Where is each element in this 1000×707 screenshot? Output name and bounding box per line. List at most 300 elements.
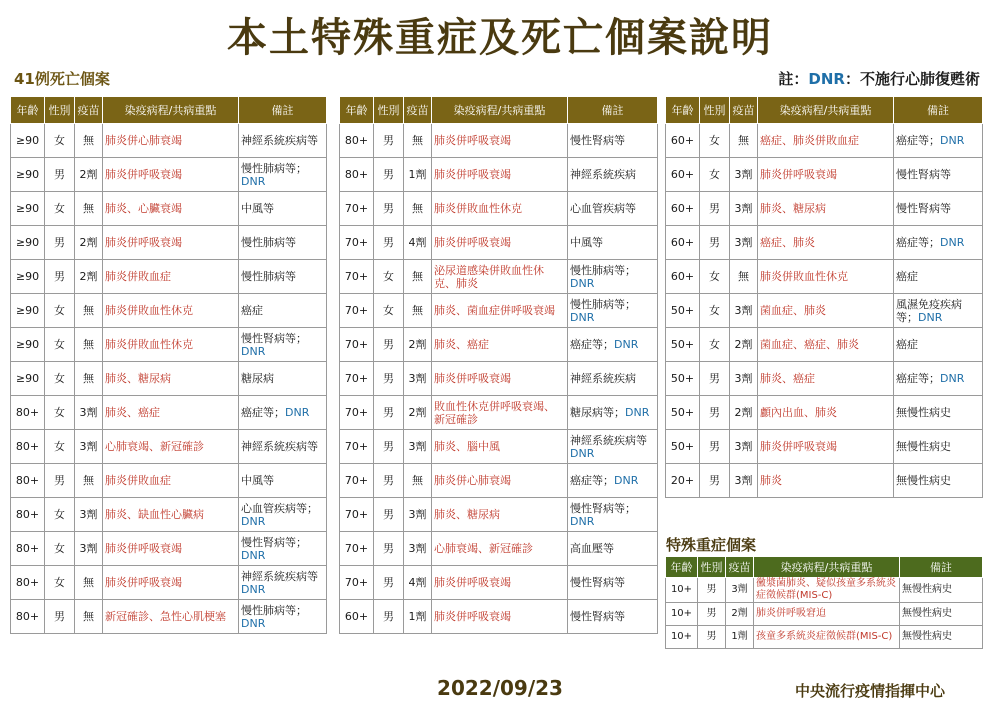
- sex-cell: 男: [374, 328, 404, 362]
- course-cell: 肺炎、癌症: [758, 362, 894, 396]
- vaccine-cell: 2劑: [75, 260, 103, 294]
- age-cell: 70+: [340, 430, 374, 464]
- dnr-mark: DNR: [940, 134, 965, 147]
- course-cell: 肺炎併呼吸衰竭: [432, 226, 568, 260]
- note-cell: [239, 192, 327, 226]
- header-vaccine: 疫苗: [75, 97, 103, 124]
- table-row: [340, 260, 658, 294]
- sex-cell: 男: [45, 158, 75, 192]
- vaccine-cell: 3劑: [404, 430, 432, 464]
- note-text: 癌症等；: [896, 134, 940, 147]
- sex-cell: 女: [700, 158, 730, 192]
- table-row: [666, 626, 983, 649]
- sex-cell: 女: [45, 294, 75, 328]
- course-cell: 心肺衰竭、新冠確診: [432, 532, 568, 566]
- note-cell: [239, 464, 327, 498]
- organization-name: 中央流行疫情指揮中心: [794, 682, 945, 700]
- sex-cell: 男: [45, 260, 75, 294]
- header-course: 染疫病程/共病重點: [103, 97, 239, 124]
- age-cell: 70+: [340, 192, 374, 226]
- page-title: 本土特殊重症及死亡個案說明: [227, 15, 773, 61]
- note-cell: [894, 328, 983, 362]
- header-row: [666, 97, 983, 124]
- sex-cell: 男: [374, 124, 404, 158]
- note-text: 糖尿病: [241, 372, 274, 385]
- age-cell: 50+: [666, 430, 700, 464]
- note-text: 癌症等；: [241, 406, 285, 419]
- course-cell: 泌尿道感染併敗血性休克、肺炎: [432, 260, 568, 294]
- course-cell: 肺炎併敗血性休克: [103, 294, 239, 328]
- header-sex: 性別: [698, 557, 726, 578]
- table-row: [340, 566, 658, 600]
- table-row: [11, 566, 327, 600]
- table-row: [340, 430, 658, 464]
- dnr-legend: [778, 68, 980, 89]
- legend-prefix: 註：: [778, 70, 809, 88]
- course-cell: 肺炎、癌症: [103, 396, 239, 430]
- age-cell: 20+: [666, 464, 700, 498]
- course-cell: 肺炎併敗血性休克: [103, 328, 239, 362]
- course-cell: 肺炎併心肺衰竭: [432, 464, 568, 498]
- course-cell: 肺炎、心臟衰竭: [103, 192, 239, 226]
- report-date: 2022/09/23: [437, 676, 563, 700]
- vaccine-cell: 無: [75, 294, 103, 328]
- sex-cell: 男: [700, 396, 730, 430]
- dnr-mark: DNR: [614, 338, 639, 351]
- course-cell: 肺炎、菌血症併呼吸衰竭: [432, 294, 568, 328]
- note-text: 無慢性病史: [902, 584, 952, 595]
- table-row: [666, 578, 983, 603]
- vaccine-cell: 3劑: [75, 532, 103, 566]
- note-text: 慢性肺病等；: [241, 161, 307, 175]
- note-text: 心血管疾病等: [570, 202, 636, 215]
- note-cell: [894, 158, 983, 192]
- sex-cell: 女: [45, 532, 75, 566]
- age-cell: 50+: [666, 362, 700, 396]
- note-cell: [239, 532, 327, 566]
- course-cell: 孩童多系統炎症徵候群(MIS-C): [754, 626, 900, 649]
- course-cell: 心肺衰竭、新冠確診: [103, 430, 239, 464]
- dnr-mark: DNR: [570, 446, 595, 460]
- header-note: 備註: [568, 97, 658, 124]
- sex-cell: 男: [374, 532, 404, 566]
- vaccine-cell: 無: [75, 566, 103, 600]
- sex-cell: 男: [374, 498, 404, 532]
- course-cell: 肺炎併呼吸衰竭: [758, 430, 894, 464]
- note-text: 慢性肺病等: [241, 236, 296, 249]
- vaccine-cell: 2劑: [75, 226, 103, 260]
- note-text: 神經系統疾病等: [570, 433, 647, 447]
- table-row: [11, 328, 327, 362]
- age-cell: 70+: [340, 260, 374, 294]
- table-row: [11, 226, 327, 260]
- age-cell: 80+: [340, 124, 374, 158]
- course-cell: 黴漿菌肺炎、疑似孩童多系統炎症徵候群(MIS-C): [754, 578, 900, 603]
- legend-dnr: DNR: [808, 70, 845, 88]
- age-cell: 60+: [666, 226, 700, 260]
- note-text: 無慢性病史: [896, 406, 951, 419]
- dnr-mark: DNR: [570, 310, 595, 324]
- vaccine-cell: 無: [75, 362, 103, 396]
- note-text: 慢性肺病等；: [241, 603, 307, 617]
- note-cell: [239, 430, 327, 464]
- sex-cell: 女: [700, 260, 730, 294]
- death-cases-label: 41例死亡個案: [14, 70, 110, 88]
- note-cell: [239, 362, 327, 396]
- vaccine-cell: 無: [75, 600, 103, 634]
- vaccine-cell: 2劑: [404, 328, 432, 362]
- course-cell: 肺炎: [758, 464, 894, 498]
- dnr-mark: DNR: [241, 174, 266, 188]
- dnr-mark: DNR: [241, 344, 266, 358]
- death-table-2: [339, 96, 657, 634]
- note-cell: [568, 532, 658, 566]
- vaccine-cell: 無: [404, 260, 432, 294]
- age-cell: ≥90: [11, 294, 45, 328]
- age-cell: ≥90: [11, 124, 45, 158]
- course-cell: 肺炎併呼吸衰竭: [103, 532, 239, 566]
- note-cell: [239, 294, 327, 328]
- age-cell: 70+: [340, 498, 374, 532]
- sex-cell: 男: [700, 226, 730, 260]
- note-text: 慢性肺病等: [241, 270, 296, 283]
- age-cell: ≥90: [11, 260, 45, 294]
- age-cell: 10+: [666, 578, 698, 603]
- header-course: 染疫病程/共病重點: [758, 97, 894, 124]
- age-cell: 70+: [340, 532, 374, 566]
- note-cell: [894, 464, 983, 498]
- sex-cell: 男: [374, 600, 404, 634]
- vaccine-cell: 3劑: [730, 158, 758, 192]
- vaccine-cell: 無: [730, 124, 758, 158]
- age-cell: 70+: [340, 396, 374, 430]
- note-cell: [568, 226, 658, 260]
- course-cell: 肺炎、缺血性心臟病: [103, 498, 239, 532]
- vaccine-cell: 3劑: [404, 498, 432, 532]
- vaccine-cell: 2劑: [730, 328, 758, 362]
- table-row: [666, 464, 983, 498]
- table-row: [666, 603, 983, 626]
- course-cell: 肺炎併敗血症: [103, 260, 239, 294]
- note-cell: [568, 396, 658, 430]
- note-cell: [894, 396, 983, 430]
- sex-cell: 男: [700, 192, 730, 226]
- note-text: 癌症等；: [570, 474, 614, 487]
- table-row: [340, 532, 658, 566]
- sex-cell: 女: [700, 294, 730, 328]
- note-cell: [239, 396, 327, 430]
- age-cell: 60+: [666, 260, 700, 294]
- age-cell: ≥90: [11, 192, 45, 226]
- age-cell: 50+: [666, 328, 700, 362]
- table-row: [11, 430, 327, 464]
- course-cell: 顱內出血、肺炎: [758, 396, 894, 430]
- header-row: [11, 97, 327, 124]
- note-cell: [239, 328, 327, 362]
- vaccine-cell: 無: [404, 124, 432, 158]
- age-cell: 70+: [340, 328, 374, 362]
- note-text: 慢性肺病等；: [570, 263, 636, 277]
- sex-cell: 男: [698, 626, 726, 649]
- course-cell: 菌血症、肺炎: [758, 294, 894, 328]
- vaccine-cell: 1劑: [726, 626, 754, 649]
- age-cell: 70+: [340, 566, 374, 600]
- note-text: 風濕免疫疾病等；: [896, 297, 962, 324]
- age-cell: 70+: [340, 226, 374, 260]
- note-text: 神經系統疾病等: [241, 134, 318, 147]
- note-cell: [568, 294, 658, 328]
- note-text: 中風等: [241, 474, 274, 487]
- sex-cell: 男: [374, 430, 404, 464]
- header-vaccine: 疫苗: [404, 97, 432, 124]
- cases-table: [10, 96, 327, 634]
- course-cell: 肺炎併呼吸衰竭: [432, 566, 568, 600]
- course-cell: 肺炎併心肺衰竭: [103, 124, 239, 158]
- vaccine-cell: 3劑: [730, 226, 758, 260]
- sex-cell: 女: [700, 124, 730, 158]
- vaccine-cell: 1劑: [404, 158, 432, 192]
- table-row: [11, 464, 327, 498]
- note-text: 癌症等；: [896, 236, 940, 249]
- course-cell: 癌症、肺炎併敗血症: [758, 124, 894, 158]
- note-cell: [900, 603, 983, 626]
- vaccine-cell: 2劑: [404, 396, 432, 430]
- note-cell: [568, 124, 658, 158]
- sex-cell: 女: [45, 498, 75, 532]
- course-cell: 肺炎併呼吸衰竭: [103, 158, 239, 192]
- course-cell: 肺炎併呼吸衰竭: [432, 158, 568, 192]
- note-text: 慢性腎病等；: [570, 501, 636, 515]
- vaccine-cell: 3劑: [730, 430, 758, 464]
- dnr-mark: DNR: [940, 236, 965, 249]
- table-row: [340, 192, 658, 226]
- note-text: 慢性腎病等: [896, 202, 951, 215]
- table-row: [340, 328, 658, 362]
- vaccine-cell: 無: [75, 124, 103, 158]
- sex-cell: 女: [700, 328, 730, 362]
- vaccine-cell: 無: [404, 192, 432, 226]
- table-row: [11, 362, 327, 396]
- sex-cell: 女: [374, 260, 404, 294]
- note-cell: [894, 362, 983, 396]
- dnr-mark: DNR: [285, 406, 310, 419]
- course-cell: 肺炎併呼吸衰竭: [432, 600, 568, 634]
- sex-cell: 男: [374, 464, 404, 498]
- course-cell: 癌症、肺炎: [758, 226, 894, 260]
- course-cell: 肺炎、癌症: [432, 328, 568, 362]
- table-row: [11, 260, 327, 294]
- vaccine-cell: 4劑: [404, 566, 432, 600]
- sex-cell: 女: [374, 294, 404, 328]
- header-age: 年齡: [666, 557, 698, 578]
- age-cell: 80+: [11, 464, 45, 498]
- age-cell: ≥90: [11, 362, 45, 396]
- table-row: [340, 158, 658, 192]
- note-cell: [239, 566, 327, 600]
- course-cell: 肺炎併呼吸衰竭: [758, 158, 894, 192]
- note-text: 神經系統疾病等: [241, 440, 318, 453]
- sex-cell: 男: [45, 226, 75, 260]
- vaccine-cell: 無: [75, 464, 103, 498]
- dnr-mark: DNR: [625, 406, 650, 419]
- note-text: 神經系統疾病: [570, 372, 636, 385]
- age-cell: 10+: [666, 626, 698, 649]
- header-sex: 性別: [700, 97, 730, 124]
- sex-cell: 女: [45, 192, 75, 226]
- course-cell: 肺炎、糖尿病: [103, 362, 239, 396]
- vaccine-cell: 3劑: [730, 362, 758, 396]
- header-age: 年齡: [666, 97, 700, 124]
- sex-cell: 男: [700, 362, 730, 396]
- cases-table: [665, 96, 983, 498]
- header-age: 年齡: [340, 97, 374, 124]
- age-cell: ≥90: [11, 158, 45, 192]
- sex-cell: 女: [45, 362, 75, 396]
- sex-cell: 女: [45, 396, 75, 430]
- note-text: 癌症等；: [570, 338, 614, 351]
- note-text: 癌症: [896, 270, 918, 283]
- vaccine-cell: 無: [730, 260, 758, 294]
- vaccine-cell: 3劑: [726, 578, 754, 603]
- note-text: 癌症: [241, 304, 263, 317]
- note-cell: [568, 328, 658, 362]
- vaccine-cell: 3劑: [730, 294, 758, 328]
- header-note: 備註: [894, 97, 983, 124]
- sex-cell: 男: [45, 600, 75, 634]
- note-text: 慢性肺病等；: [570, 297, 636, 311]
- note-text: 慢性腎病等；: [241, 331, 307, 345]
- table-row: [11, 294, 327, 328]
- header-note: 備註: [900, 557, 983, 578]
- vaccine-cell: 3劑: [404, 532, 432, 566]
- sex-cell: 女: [45, 124, 75, 158]
- note-cell: [239, 260, 327, 294]
- note-text: 心血管疾病等；: [241, 501, 318, 515]
- header-row: [340, 97, 658, 124]
- vaccine-cell: 無: [404, 294, 432, 328]
- table-row: [11, 532, 327, 566]
- table-row: [666, 328, 983, 362]
- vaccine-cell: 3劑: [404, 362, 432, 396]
- sex-cell: 男: [698, 603, 726, 626]
- note-cell: [568, 260, 658, 294]
- table-row: [340, 362, 658, 396]
- vaccine-cell: 3劑: [730, 464, 758, 498]
- sex-cell: 男: [700, 430, 730, 464]
- table-row: [11, 498, 327, 532]
- age-cell: 70+: [340, 464, 374, 498]
- table-row: [340, 124, 658, 158]
- vaccine-cell: 1劑: [404, 600, 432, 634]
- dnr-mark: DNR: [614, 474, 639, 487]
- header-age: 年齡: [11, 97, 45, 124]
- age-cell: 70+: [340, 362, 374, 396]
- note-cell: [900, 578, 983, 603]
- table-row: [340, 396, 658, 430]
- vaccine-cell: 3劑: [730, 192, 758, 226]
- legend-suffix: ：不施行心肺復甦術: [844, 70, 980, 88]
- note-cell: [894, 430, 983, 464]
- table-row: [11, 158, 327, 192]
- table-row: [11, 124, 327, 158]
- table-row: [340, 600, 658, 634]
- sex-cell: 男: [374, 226, 404, 260]
- table-row: [666, 158, 983, 192]
- age-cell: 80+: [11, 600, 45, 634]
- note-cell: [894, 192, 983, 226]
- note-cell: [894, 226, 983, 260]
- note-cell: [894, 260, 983, 294]
- note-text: 無慢性病史: [902, 608, 952, 619]
- note-text: 無慢性病史: [902, 631, 952, 642]
- sex-cell: 男: [374, 158, 404, 192]
- vaccine-cell: 4劑: [404, 226, 432, 260]
- sex-cell: 女: [45, 566, 75, 600]
- note-text: 無慢性病史: [896, 440, 951, 453]
- age-cell: 60+: [666, 192, 700, 226]
- age-cell: 10+: [666, 603, 698, 626]
- dnr-mark: DNR: [241, 616, 266, 630]
- vaccine-cell: 無: [75, 328, 103, 362]
- table-row: [340, 294, 658, 328]
- note-cell: [239, 158, 327, 192]
- table-row: [666, 226, 983, 260]
- age-cell: 80+: [11, 430, 45, 464]
- sex-cell: 男: [374, 396, 404, 430]
- table-row: [666, 192, 983, 226]
- vaccine-cell: 2劑: [726, 603, 754, 626]
- course-cell: 肺炎併呼吸衰竭: [432, 124, 568, 158]
- course-cell: 敗血性休克併呼吸衰竭、新冠確診: [432, 396, 568, 430]
- course-cell: 肺炎併敗血症: [103, 464, 239, 498]
- dnr-mark: DNR: [570, 514, 595, 528]
- age-cell: 60+: [666, 124, 700, 158]
- note-cell: [900, 626, 983, 649]
- table-row: [340, 226, 658, 260]
- age-cell: 60+: [666, 158, 700, 192]
- sex-cell: 男: [700, 464, 730, 498]
- note-cell: [239, 600, 327, 634]
- header-sex: 性別: [374, 97, 404, 124]
- note-text: 神經系統疾病等: [241, 569, 318, 583]
- note-cell: [568, 498, 658, 532]
- note-text: 慢性腎病等: [570, 134, 625, 147]
- sex-cell: 男: [698, 578, 726, 603]
- table-row: [666, 124, 983, 158]
- age-cell: 80+: [11, 396, 45, 430]
- note-text: 慢性腎病等；: [241, 535, 307, 549]
- note-text: 糖尿病等；: [570, 406, 625, 419]
- age-cell: 80+: [11, 532, 45, 566]
- age-cell: 50+: [666, 396, 700, 430]
- table-row: [666, 294, 983, 328]
- table-row: [11, 396, 327, 430]
- vaccine-cell: 3劑: [75, 498, 103, 532]
- note-text: 無慢性病史: [896, 474, 951, 487]
- age-cell: 80+: [340, 158, 374, 192]
- header-row: [666, 557, 983, 578]
- note-text: 神經系統疾病: [570, 168, 636, 181]
- table-row: [666, 396, 983, 430]
- note-text: 慢性腎病等: [570, 576, 625, 589]
- course-cell: 新冠確診、急性心肌梗塞: [103, 600, 239, 634]
- dnr-mark: DNR: [918, 310, 943, 324]
- sex-cell: 女: [45, 328, 75, 362]
- note-text: 中風等: [241, 202, 274, 215]
- table-row: [666, 362, 983, 396]
- course-cell: 菌血症、癌症、肺炎: [758, 328, 894, 362]
- course-cell: 肺炎併呼吸衰竭: [103, 566, 239, 600]
